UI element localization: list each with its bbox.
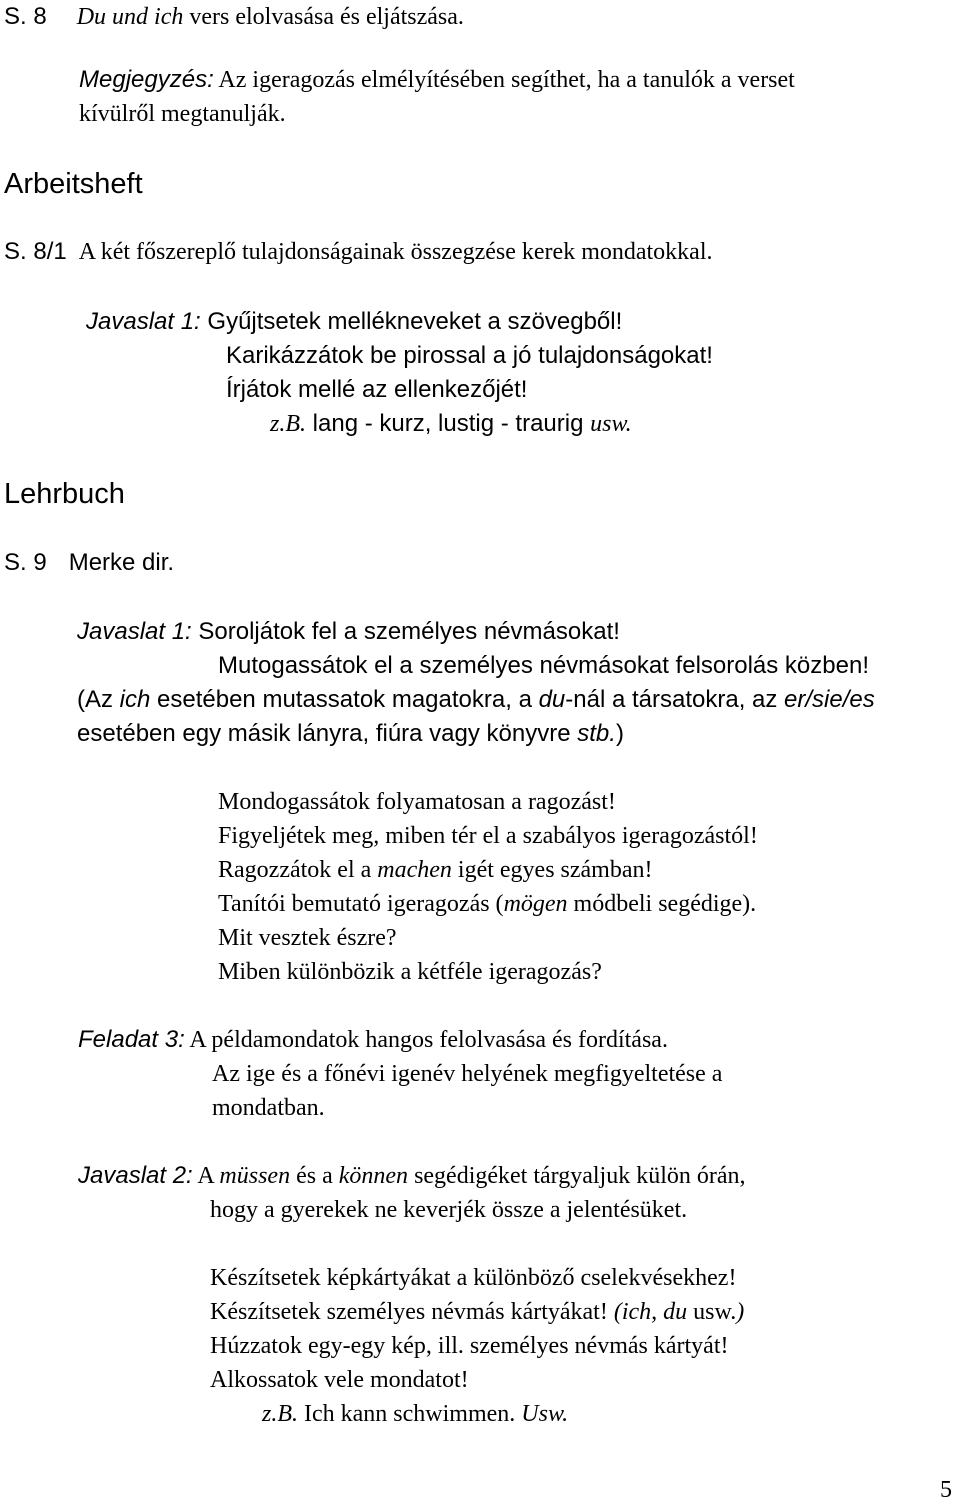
s8-title: Du und ich	[76, 4, 184, 30]
note-line-1	[79, 68, 795, 92]
k5-zb: z.B.	[262, 1401, 298, 1427]
j1b-er-sie-es: er/sie/es	[784, 686, 875, 713]
note-label: Megjegyzés:	[79, 66, 214, 93]
s81-ref: S. 8/1	[4, 238, 67, 265]
j1b-stb: stb.	[577, 720, 616, 747]
k2-ich-du: (ich, du	[613, 1299, 694, 1325]
note-line-2: kívülről megtanulják.	[79, 101, 286, 127]
s9-line	[4, 551, 174, 575]
page-number: 5	[940, 1477, 952, 1503]
m-line-4	[218, 892, 756, 916]
f3-line-3: mondatban.	[212, 1095, 325, 1121]
j1a-line-2: Karikázzátok be pirossal a jó tulajdonságokat!	[226, 342, 713, 369]
s9-ref: S. 9	[4, 549, 47, 576]
f3-label: Feladat 3:	[78, 1026, 185, 1053]
k-line-2	[210, 1300, 744, 1324]
j1a-label: Javaslat 1:	[86, 308, 201, 335]
j1a-text-1: Gyűjtsetek mellékneveket a szövegből!	[200, 308, 623, 335]
j1b-l4b: )	[615, 720, 624, 747]
j1a-line-1	[86, 310, 622, 334]
j1a-line-4	[270, 412, 632, 436]
j2-l1c: segédigéket tárgyaljuk külön órán,	[408, 1163, 746, 1189]
j2-konnen: können	[338, 1163, 409, 1189]
j2-line-2: hogy a gyerekek ne keverjék össze a jelentésüket.	[210, 1197, 688, 1223]
s8-ref: S. 8	[4, 3, 47, 30]
s8-text: vers elolvasása és eljátszása.	[183, 4, 464, 30]
m-line-6: Miben különbözik a kétféle igeragozás?	[218, 959, 602, 985]
f3-text-1: A példamondatok hangos felolvasása és fordítása.	[184, 1027, 668, 1053]
j1b-l3c: -nál a társatokra, az	[565, 686, 785, 713]
s8-line	[4, 5, 464, 29]
s81-line	[4, 240, 713, 264]
j1b-line-1	[77, 620, 620, 644]
k2a: Készítsetek személyes névmás kártyákat!	[210, 1299, 614, 1325]
m-line-3	[218, 858, 653, 882]
j2-label: Javaslat 2:	[78, 1162, 193, 1189]
m4-mogen: mögen	[503, 891, 568, 917]
m-line-2: Figyeljétek meg, miben tér el a szabályos igeragozástól!	[218, 823, 758, 849]
k2-usw: usw.	[693, 1299, 737, 1325]
k5-text: Ich kann schwimmen.	[298, 1401, 522, 1427]
k5-usw: Usw.	[521, 1401, 569, 1427]
m-line-5: Mit vesztek észre?	[218, 925, 397, 951]
j1a-line-3: Írjátok mellé az ellenkezőjét!	[226, 376, 528, 403]
j1a-text-4: lang - kurz, lustig - traurig	[306, 410, 591, 437]
j1b-line-3	[77, 688, 875, 712]
j1b-du: du	[538, 686, 566, 713]
j2-line-1	[78, 1164, 746, 1188]
m3a: Ragozzátok el a	[218, 857, 378, 883]
j1b-ich: ich	[119, 686, 151, 713]
j2-mussen: müssen	[219, 1163, 291, 1189]
lehrbuch-heading: Lehrbuch	[4, 478, 125, 510]
j1b-text-1: Soroljátok fel a személyes névmásokat!	[191, 618, 620, 645]
k-line-1: Készítsetek képkártyákat a különböző cselekvésekhez!	[210, 1265, 737, 1291]
m3b: igét egyes számban!	[451, 857, 653, 883]
m4a: Tanítói bemutató igeragozás (	[218, 891, 504, 917]
m4b: módbeli segédige).	[567, 891, 757, 917]
k2-end: )	[736, 1299, 745, 1325]
j1a-usw: usw.	[590, 411, 632, 437]
k-line-5	[262, 1402, 568, 1426]
s9-text: Merke dir.	[68, 549, 175, 576]
j1b-l3b: esetében mutassatok magatokra, a	[150, 686, 539, 713]
j2-l1a: A	[192, 1163, 220, 1189]
j1b-line-2: Mutogassátok el a személyes névmásokat felsorolás közben!	[218, 652, 869, 679]
j1b-l3a: (Az	[77, 686, 120, 713]
j1b-line-4	[77, 722, 624, 746]
k-line-3: Húzzatok egy-egy kép, ill. személyes névmás kártyát!	[210, 1333, 729, 1359]
j2-l1b: és a	[290, 1163, 339, 1189]
m3-machen: machen	[377, 857, 452, 883]
s81-text: A két főszereplő tulajdonságainak összegzése kerek mondatokkal.	[78, 239, 713, 265]
k-line-4: Alkossatok vele mondatot!	[210, 1367, 469, 1393]
f3-line-2: Az ige és a főnévi igenév helyének megfigyeltetése a	[212, 1061, 723, 1087]
j1a-zb: z.B.	[270, 411, 306, 437]
f3-line-1	[78, 1028, 668, 1052]
j1b-label: Javaslat 1:	[77, 618, 192, 645]
note-text-1: Az igeragozás elmélyítésében segíthet, ha a tanulók a verset	[213, 67, 795, 93]
arbeitsheft-heading: Arbeitsheft	[4, 168, 143, 200]
j1b-l4a: esetében egy másik lányra, fiúra vagy könyvre	[77, 720, 578, 747]
m-line-1: Mondogassátok folyamatosan a ragozást!	[218, 789, 616, 815]
